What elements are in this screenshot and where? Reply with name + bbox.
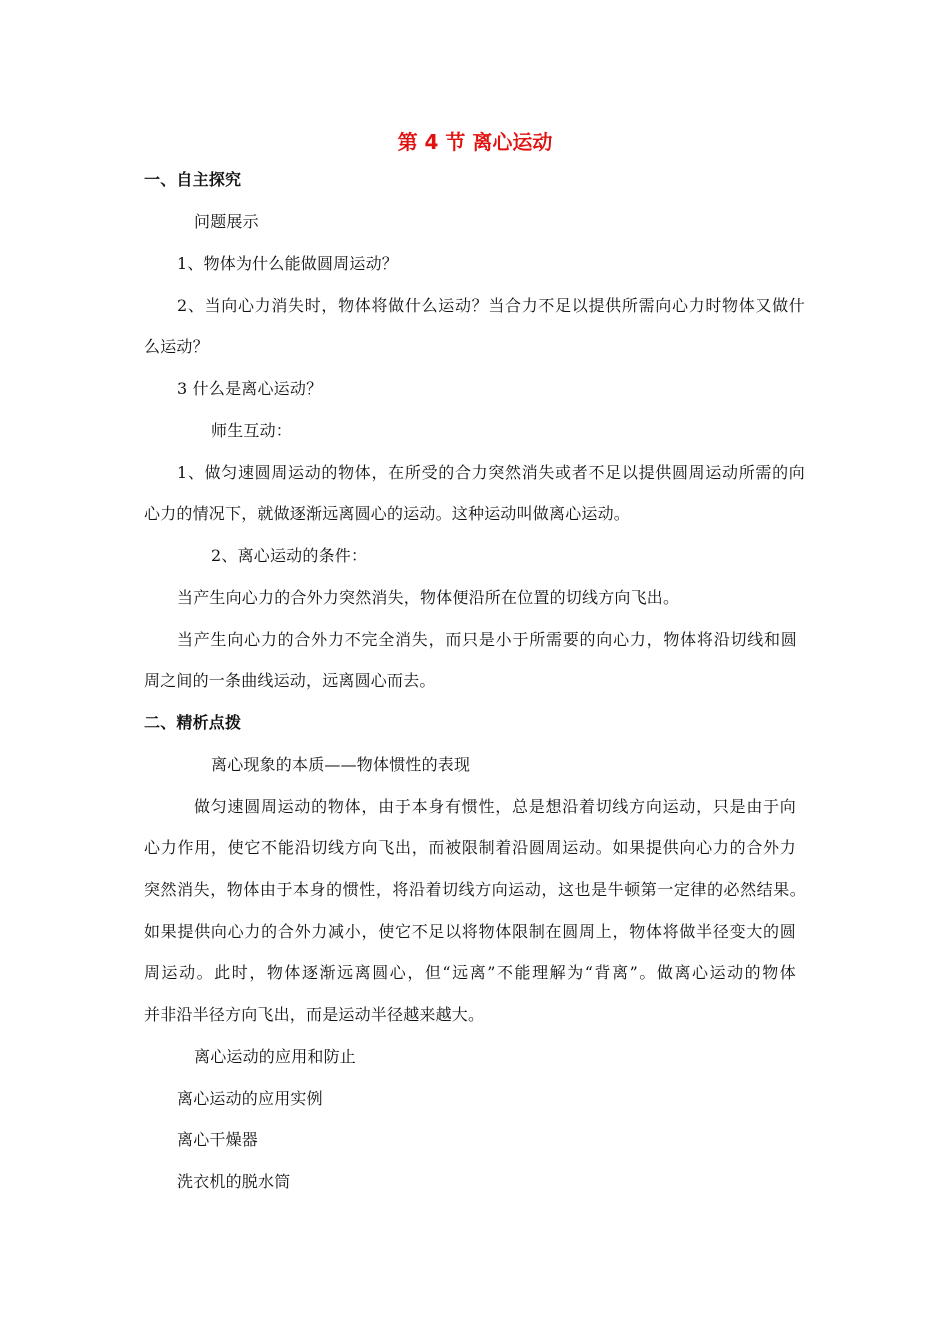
condition-2-line1: 当产生向心力的合外力不完全消失，而只是小于所需要的向心力，物体将沿切线和圆 (177, 630, 797, 649)
condition-1: 当产生向心力的合外力突然消失，物体便沿所在位置的切线方向飞出。 (177, 588, 680, 607)
question-1: 1、物体为什么能做圆周运动？ (177, 254, 398, 273)
question-2-line1: 2、当向心力消失时，物体将做什么运动？当合力不足以提供所需向心力时物体又做什 (177, 296, 805, 315)
analysis-line4: 如果提供向心力的合外力减小，使它不足以将物体限制在圆周上，物体将做半径变大的圆 (144, 922, 796, 941)
analysis-line2: 心力作用，使它不能沿切线方向飞出，而被限制着沿圆周运动。如果提供向心力的合外力 (144, 838, 796, 857)
answer-1-line2: 心力的情况下，就做逐渐远离圆心的运动。这种运动叫做离心运动。 (144, 504, 631, 523)
analysis-line6: 并非沿半径方向飞出，而是运动半径越来越大。 (144, 1005, 485, 1024)
subheading-application: 离心运动的应用和防止 (194, 1047, 357, 1066)
analysis-line5: 周运动。此时，物体逐渐远离圆心，但“远离”不能理解为“背离”。做离心运动的物体 (144, 963, 796, 982)
application-item-3: 洗衣机的脱水筒 (177, 1172, 291, 1191)
application-item-2: 离心干燥器 (177, 1130, 259, 1149)
question-2-line2: 么运动？ (144, 337, 209, 356)
question-3: 3 什么是离心运动？ (177, 379, 323, 398)
analysis-line1: 做匀速圆周运动的物体，由于本身有惯性，总是想沿着切线方向运动，只是由于向 (194, 797, 796, 816)
analysis-line3: 突然消失，物体由于本身的惯性，将沿着切线方向运动，这也是牛顿第一定律的必然结果。 (144, 880, 806, 899)
condition-2-line2: 周之间的一条曲线运动，远离圆心而去。 (144, 671, 436, 690)
answer-1-line1: 1、做匀速圆周运动的物体，在所受的合力突然消失或者不足以提供圆周运动所需的向 (177, 463, 805, 482)
subheading-essence: 离心现象的本质——物体惯性的表现 (211, 755, 471, 774)
subheading-problem: 问题展示 (194, 212, 259, 231)
subheading-interaction: 师生互动： (211, 421, 293, 440)
application-item-1: 离心运动的应用实例 (177, 1089, 323, 1108)
answer-2: 2、离心运动的条件： (211, 546, 368, 565)
section-heading-1: 一、自主探究 (144, 170, 242, 189)
page-title: 第 4 节 离心运动 (397, 130, 553, 154)
section-heading-2: 二、精析点拨 (144, 713, 242, 732)
